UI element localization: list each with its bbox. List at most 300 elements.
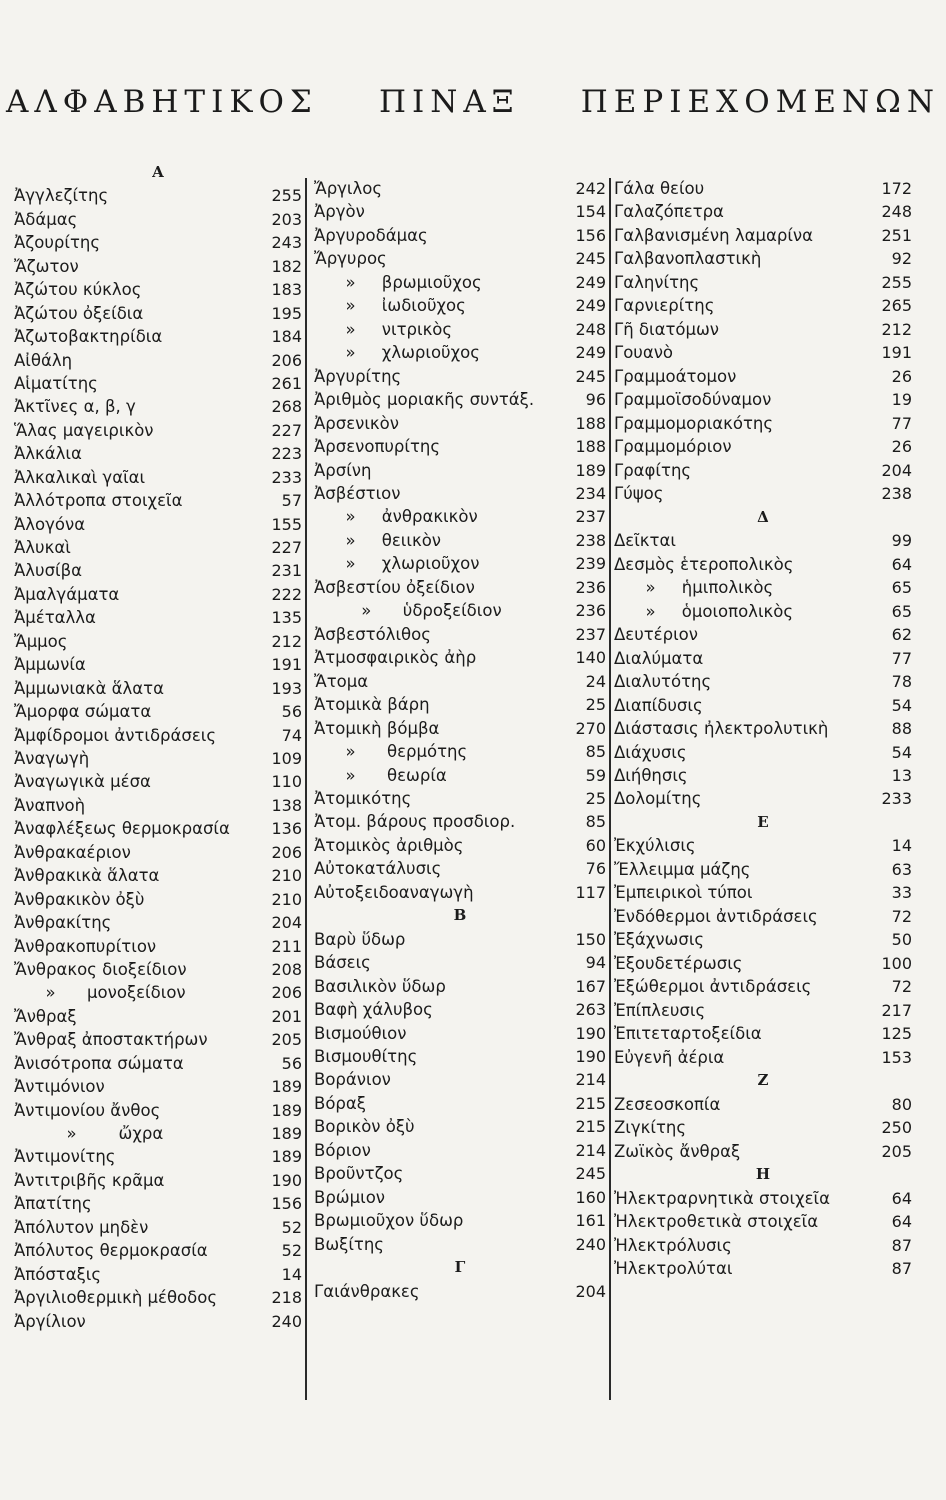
entry-page-number: 240 bbox=[271, 1311, 302, 1331]
index-entry bbox=[314, 927, 606, 951]
index-column-3 bbox=[614, 0, 912, 1500]
entry-page-number: 52 bbox=[281, 1217, 302, 1237]
index-entry bbox=[14, 652, 302, 676]
index-entry bbox=[314, 716, 606, 740]
entry-page-number: 77 bbox=[891, 648, 912, 668]
entry-term: Γραμμοϊσοδύναμον bbox=[614, 389, 772, 409]
index-entry bbox=[14, 1285, 302, 1309]
entry-page-number: 214 bbox=[575, 1069, 606, 1089]
entry-term: Γαλβανοπλαστικὴ bbox=[614, 248, 762, 268]
entry-term: Ἠλεκτρολύται bbox=[614, 1258, 733, 1278]
entry-term: Ἀζουρίτης bbox=[14, 232, 101, 252]
entry-term: Ἀντιτριβῆς κρᾶμα bbox=[14, 1170, 165, 1190]
entry-page-number: 85 bbox=[585, 811, 606, 831]
entry-page-number: 182 bbox=[271, 256, 302, 276]
entry-page-number: 26 bbox=[891, 436, 912, 456]
column-divider bbox=[305, 178, 307, 1400]
entry-term: Ἐκχύλισις bbox=[614, 835, 696, 855]
entry-page-number: 249 bbox=[575, 295, 606, 315]
entry-term: Ἀντιμόνιον bbox=[14, 1076, 105, 1096]
entry-page-number: 87 bbox=[891, 1258, 912, 1278]
entry-term: Ἀλλότροπα στοιχεῖα bbox=[14, 490, 183, 510]
entry-page-number: 245 bbox=[575, 248, 606, 268]
entry-page-number: 184 bbox=[271, 326, 302, 346]
entry-page-number: 204 bbox=[271, 912, 302, 932]
entry-term: Ἀναπνοὴ bbox=[14, 795, 86, 815]
entry-page-number: 172 bbox=[881, 178, 912, 198]
index-entry bbox=[314, 1044, 606, 1068]
entry-term: Γαλβανισμένη λαμαρίνα bbox=[614, 225, 813, 245]
entry-term: Ἀνθρακοπυρίτιον bbox=[14, 936, 157, 956]
entry-term: Γραμμομοριακότης bbox=[614, 413, 774, 433]
index-entry bbox=[14, 746, 302, 770]
index-entry bbox=[14, 793, 302, 817]
index-entry bbox=[614, 1045, 912, 1069]
index-entry bbox=[314, 880, 606, 904]
entry-term: Ἀνισότροπα σώματα bbox=[14, 1053, 184, 1073]
entry-page-number: 72 bbox=[891, 906, 912, 926]
entry-term: Ἀργυρίτης bbox=[314, 366, 402, 386]
index-entry bbox=[314, 669, 606, 693]
index-entry bbox=[314, 176, 606, 200]
entry-page-number: 77 bbox=[891, 413, 912, 433]
entry-term: Ἀντιμονίτης bbox=[14, 1146, 116, 1166]
entry-term: Ἀλκαλικαὶ γαῖαι bbox=[14, 467, 146, 487]
entry-page-number: 240 bbox=[575, 1234, 606, 1254]
entry-page-number: 206 bbox=[271, 842, 302, 862]
entry-term: Ἀλυκαὶ bbox=[14, 537, 71, 557]
entry-term: Ἀκτῖνες α, β, γ bbox=[14, 396, 136, 416]
index-entry bbox=[314, 974, 606, 998]
entry-page-number: 245 bbox=[575, 366, 606, 386]
title-word-index: ΠΙΝΑΞ bbox=[378, 84, 520, 120]
index-entry bbox=[314, 645, 606, 669]
entry-page-number: 25 bbox=[585, 694, 606, 714]
index-entry bbox=[314, 411, 606, 435]
entry-term: » βρωμιοῦχος bbox=[314, 272, 482, 292]
entry-page-number: 231 bbox=[271, 560, 302, 580]
entry-page-number: 161 bbox=[575, 1210, 606, 1230]
index-entry bbox=[614, 340, 912, 364]
entry-term: Γαιάνθρακες bbox=[314, 1281, 420, 1301]
index-entry bbox=[314, 1091, 606, 1115]
index-entry bbox=[614, 833, 912, 857]
entry-term: Ἀρσίνη bbox=[314, 460, 372, 480]
entry-term: Ἐξουδετέρωσις bbox=[614, 953, 743, 973]
entry-term: Ἀνθρακαέριον bbox=[14, 842, 131, 862]
entry-page-number: 50 bbox=[891, 929, 912, 949]
entry-page-number: 214 bbox=[575, 1140, 606, 1160]
entry-page-number: 238 bbox=[881, 483, 912, 503]
entry-term: Ζωϊκὸς ἄνθραξ bbox=[614, 1141, 741, 1161]
entry-page-number: 227 bbox=[271, 420, 302, 440]
index-entry bbox=[614, 246, 912, 270]
entry-page-number: 261 bbox=[271, 373, 302, 393]
entry-page-number: 234 bbox=[575, 483, 606, 503]
entry-term: Ἀργυροδάμας bbox=[314, 225, 428, 245]
index-entry bbox=[314, 575, 606, 599]
index-entry bbox=[14, 699, 302, 723]
column-divider bbox=[609, 178, 611, 1400]
entry-term: Ἄργυρος bbox=[314, 248, 387, 268]
entry-page-number: 63 bbox=[891, 859, 912, 879]
entry-term: Ἀργιλιοθερμικὴ μέθοδος bbox=[14, 1287, 218, 1307]
index-entry bbox=[14, 394, 302, 418]
entry-page-number: 160 bbox=[575, 1187, 606, 1207]
index-entry bbox=[14, 348, 302, 372]
entry-term: » ὤχρα bbox=[14, 1123, 164, 1143]
index-entry bbox=[14, 582, 302, 606]
entry-page-number: 210 bbox=[271, 865, 302, 885]
index-entry bbox=[14, 1074, 302, 1098]
entry-page-number: 13 bbox=[891, 765, 912, 785]
index-entry bbox=[314, 1208, 606, 1232]
index-entry bbox=[614, 786, 912, 810]
index-entry bbox=[314, 1114, 606, 1138]
entry-page-number: 205 bbox=[271, 1029, 302, 1049]
entry-term: » θεωρία bbox=[314, 765, 447, 785]
index-entry bbox=[614, 387, 912, 411]
index-entry bbox=[314, 1138, 606, 1162]
entry-page-number: 94 bbox=[585, 952, 606, 972]
entry-term: Ἀλυσίβα bbox=[14, 560, 83, 580]
entry-page-number: 222 bbox=[271, 584, 302, 604]
entry-page-number: 76 bbox=[585, 858, 606, 878]
entry-page-number: 248 bbox=[575, 319, 606, 339]
entry-term: » ὑδροξείδιον bbox=[314, 600, 502, 620]
entry-term: Βρωμιοῦχον ὕδωρ bbox=[314, 1210, 464, 1230]
entry-page-number: 72 bbox=[891, 976, 912, 996]
entry-page-number: 189 bbox=[271, 1146, 302, 1166]
entry-term: Ἀργίλιον bbox=[14, 1311, 86, 1331]
index-entry bbox=[614, 270, 912, 294]
index-entry bbox=[314, 997, 606, 1021]
entry-page-number: 189 bbox=[575, 460, 606, 480]
entry-term: Ἀμφίδρομοι ἀντιδράσεις bbox=[14, 725, 217, 745]
entry-term: Γύψος bbox=[614, 483, 664, 503]
index-entry bbox=[314, 246, 606, 270]
entry-term: Ἀτομ. βάρους προσδιορ. bbox=[314, 811, 516, 831]
index-entry bbox=[314, 622, 606, 646]
entry-page-number: 110 bbox=[271, 771, 302, 791]
index-entry bbox=[314, 458, 606, 482]
entry-term: Ἔλλειμμα μάζης bbox=[614, 859, 751, 879]
entry-page-number: 135 bbox=[271, 607, 302, 627]
index-entry bbox=[14, 863, 302, 887]
entry-page-number: 62 bbox=[891, 624, 912, 644]
index-entry bbox=[314, 434, 606, 458]
entry-term: Ἀνθρακίτης bbox=[14, 912, 112, 932]
entry-term: Ἄνθραξ ἀποστακτήρων bbox=[14, 1029, 208, 1049]
title-word-alphabetical: ΑΛΦΑΒΗΤΙΚΟΣ bbox=[6, 84, 318, 120]
index-entry bbox=[314, 1067, 606, 1091]
entry-page-number: 189 bbox=[271, 1123, 302, 1143]
index-entry bbox=[14, 1121, 302, 1145]
entry-term: Ἀμμωνιακὰ ἅλατα bbox=[14, 678, 164, 698]
entry-page-number: 78 bbox=[891, 671, 912, 691]
index-entry bbox=[14, 465, 302, 489]
entry-page-number: 33 bbox=[891, 882, 912, 902]
index-entry bbox=[314, 504, 606, 528]
entry-term: Ἀσβεστίου ὀξείδιον bbox=[314, 577, 475, 597]
entry-term: Ἀπόλυτον μηδὲν bbox=[14, 1217, 149, 1237]
entry-page-number: 150 bbox=[575, 929, 606, 949]
index-entry bbox=[614, 951, 912, 975]
entry-page-number: 191 bbox=[881, 342, 912, 362]
entry-term: Ἄμμος bbox=[14, 631, 68, 651]
index-entry bbox=[314, 317, 606, 341]
entry-term: Ἀπόλυτος θερμοκρασία bbox=[14, 1240, 208, 1260]
index-entry bbox=[614, 1233, 912, 1257]
entry-term: Ἀσβέστιον bbox=[314, 483, 401, 503]
entry-term: Ἐμπειρικοὶ τύποι bbox=[614, 882, 753, 902]
index-entry bbox=[14, 1027, 302, 1051]
entry-page-number: 183 bbox=[271, 279, 302, 299]
entry-page-number: 57 bbox=[281, 490, 302, 510]
index-entry bbox=[14, 1191, 302, 1215]
entry-page-number: 19 bbox=[891, 389, 912, 409]
entry-page-number: 74 bbox=[281, 725, 302, 745]
index-entry bbox=[614, 1209, 912, 1233]
index-entry bbox=[614, 880, 912, 904]
entry-page-number: 212 bbox=[271, 631, 302, 651]
entry-page-number: 54 bbox=[891, 742, 912, 762]
entry-term: Δολομίτης bbox=[614, 788, 702, 808]
index-entry bbox=[314, 763, 606, 787]
entry-page-number: 218 bbox=[271, 1287, 302, 1307]
entry-page-number: 25 bbox=[585, 788, 606, 808]
entry-term: Ἀτομικὸς ἀριθμὸς bbox=[314, 835, 464, 855]
index-entry bbox=[314, 786, 606, 810]
entry-page-number: 223 bbox=[271, 443, 302, 463]
entry-page-number: 268 bbox=[271, 396, 302, 416]
entry-page-number: 54 bbox=[891, 695, 912, 715]
index-entry bbox=[314, 270, 606, 294]
entry-page-number: 265 bbox=[881, 295, 912, 315]
index-entry bbox=[314, 528, 606, 552]
entry-page-number: 125 bbox=[881, 1023, 912, 1043]
index-entry bbox=[14, 1144, 302, 1168]
entry-term: Ἀπατίτης bbox=[14, 1193, 92, 1213]
entry-page-number: 206 bbox=[271, 350, 302, 370]
entry-term: Ἀνθρακικὰ ἅλατα bbox=[14, 865, 160, 885]
entry-term: Βόριον bbox=[314, 1140, 371, 1160]
entry-page-number: 251 bbox=[881, 225, 912, 245]
entry-page-number: 204 bbox=[575, 1281, 606, 1301]
index-entry bbox=[14, 324, 302, 348]
entry-page-number: 64 bbox=[891, 1188, 912, 1208]
index-entry bbox=[614, 411, 912, 435]
entry-term: Ἀτμοσφαιρικὸς ἀὴρ bbox=[314, 647, 477, 667]
index-entry bbox=[14, 1262, 302, 1286]
index-entry bbox=[314, 856, 606, 880]
index-column-2 bbox=[314, 0, 606, 1500]
index-column-1 bbox=[14, 0, 302, 1500]
entry-page-number: 24 bbox=[585, 671, 606, 691]
entry-term: » χλωριοῦχος bbox=[314, 342, 480, 362]
entry-term: Ἠλεκτροθετικὰ στοιχεῖα bbox=[614, 1211, 819, 1231]
index-entry bbox=[14, 535, 302, 559]
index-entry bbox=[314, 1021, 606, 1045]
entry-term: Δευτέριον bbox=[614, 624, 698, 644]
entry-term: Ἅλας μαγειρικὸν bbox=[14, 420, 154, 440]
entry-page-number: 80 bbox=[891, 1094, 912, 1114]
section-letter: Α bbox=[152, 163, 164, 181]
section-letter: Ζ bbox=[757, 1071, 769, 1089]
index-entry bbox=[614, 1139, 912, 1163]
entry-term: » μονοξείδιον bbox=[14, 982, 186, 1002]
entry-page-number: 245 bbox=[575, 1163, 606, 1183]
entry-term: Ἄργιλος bbox=[314, 178, 383, 198]
title-word-contents: ΠΕΡΙΕΧΟΜΕΝΩΝ bbox=[580, 84, 940, 120]
entry-page-number: 255 bbox=[881, 272, 912, 292]
index-entry bbox=[14, 371, 302, 395]
entry-term: Γραμμομόριον bbox=[614, 436, 732, 456]
entry-page-number: 237 bbox=[575, 624, 606, 644]
entry-page-number: 249 bbox=[575, 272, 606, 292]
entry-term: Εὐγενῆ ἀέρια bbox=[614, 1047, 725, 1067]
entry-term: Αὐτοκατάλυσις bbox=[314, 858, 442, 878]
entry-page-number: 203 bbox=[271, 209, 302, 229]
entry-term: Ἐπίπλευσις bbox=[614, 1000, 706, 1020]
entry-page-number: 109 bbox=[271, 748, 302, 768]
entry-page-number: 155 bbox=[271, 514, 302, 534]
index-entry bbox=[314, 739, 606, 763]
entry-page-number: 206 bbox=[271, 982, 302, 1002]
entry-term: Γῆ διατόμων bbox=[614, 319, 720, 339]
entry-term: Βάσεις bbox=[314, 952, 371, 972]
entry-page-number: 156 bbox=[575, 225, 606, 245]
entry-page-number: 188 bbox=[575, 413, 606, 433]
index-entry bbox=[314, 1161, 606, 1185]
entry-page-number: 248 bbox=[881, 201, 912, 221]
entry-page-number: 190 bbox=[271, 1170, 302, 1190]
entry-page-number: 233 bbox=[881, 788, 912, 808]
entry-page-number: 189 bbox=[271, 1076, 302, 1096]
entry-page-number: 14 bbox=[891, 835, 912, 855]
entry-term: Βροῦντζος bbox=[314, 1163, 404, 1183]
entry-term: Ἄνθρακος διοξείδιον bbox=[14, 959, 187, 979]
entry-page-number: 153 bbox=[881, 1047, 912, 1067]
entry-term: Βοράνιον bbox=[314, 1069, 391, 1089]
index-entry bbox=[14, 723, 302, 747]
index-entry bbox=[614, 223, 912, 247]
index-entry bbox=[614, 1115, 912, 1139]
entry-term: Γαληνίτης bbox=[614, 272, 700, 292]
entry-page-number: 117 bbox=[575, 882, 606, 902]
entry-term: Αὐτοξειδοαναγωγὴ bbox=[314, 882, 474, 902]
entry-page-number: 154 bbox=[575, 201, 606, 221]
section-letter: Β bbox=[453, 906, 467, 924]
index-entry bbox=[14, 957, 302, 981]
entry-term: Ἀνθρακικὸν ὀξὺ bbox=[14, 889, 145, 909]
entry-term: Ἐπιτεταρτοξείδια bbox=[614, 1023, 762, 1043]
entry-term: Ἀρσενοπυρίτης bbox=[314, 436, 441, 456]
index-entry bbox=[14, 769, 302, 793]
entry-term: Ἀργὸν bbox=[314, 201, 365, 221]
index-entry bbox=[614, 693, 912, 717]
index-entry bbox=[314, 950, 606, 974]
index-entry bbox=[614, 857, 912, 881]
index-entry bbox=[14, 301, 302, 325]
entry-term: Διαλύματα bbox=[614, 648, 704, 668]
index-entry bbox=[314, 364, 606, 388]
entry-term: Βασιλικὸν ὕδωρ bbox=[314, 976, 446, 996]
entry-page-number: 201 bbox=[271, 1006, 302, 1026]
index-entry bbox=[314, 692, 606, 716]
index-entry bbox=[614, 176, 912, 200]
entry-page-number: 233 bbox=[271, 467, 302, 487]
index-entry bbox=[614, 998, 912, 1022]
entry-term: Δεῖκται bbox=[614, 530, 676, 550]
entry-term: Ἀλογόνα bbox=[14, 514, 86, 534]
entry-term: » νιτρικὸς bbox=[314, 319, 453, 339]
entry-term: Ἄτομα bbox=[314, 671, 369, 691]
index-entry bbox=[314, 833, 606, 857]
entry-page-number: 26 bbox=[891, 366, 912, 386]
index-entry bbox=[14, 910, 302, 934]
entry-term: Ἀζωτοβακτηρίδια bbox=[14, 326, 163, 346]
entry-page-number: 249 bbox=[575, 342, 606, 362]
index-entry bbox=[14, 254, 302, 278]
entry-page-number: 212 bbox=[881, 319, 912, 339]
entry-term: Ἀσβεστόλιθος bbox=[314, 624, 431, 644]
index-entry bbox=[14, 1215, 302, 1239]
entry-term: Ἀζώτου ὀξείδια bbox=[14, 303, 144, 323]
index-entry bbox=[614, 199, 912, 223]
entry-page-number: 238 bbox=[575, 530, 606, 550]
index-entry bbox=[314, 199, 606, 223]
index-entry bbox=[314, 293, 606, 317]
entry-page-number: 227 bbox=[271, 537, 302, 557]
entry-term: Δεσμὸς ἑτεροπολικὸς bbox=[614, 554, 794, 574]
entry-page-number: 191 bbox=[271, 654, 302, 674]
index-entry bbox=[14, 277, 302, 301]
section-letter: Ε bbox=[757, 813, 769, 831]
entry-page-number: 270 bbox=[575, 718, 606, 738]
entry-term: Αἰθάλη bbox=[14, 350, 73, 370]
entry-page-number: 242 bbox=[575, 178, 606, 198]
entry-term: Γάλα θείου bbox=[614, 178, 705, 198]
entry-page-number: 205 bbox=[881, 1141, 912, 1161]
entry-term: Βισμούθιον bbox=[314, 1023, 407, 1043]
entry-term: Ἀρσενικὸν bbox=[314, 413, 399, 433]
entry-term: » θερμότης bbox=[314, 741, 468, 761]
entry-page-number: 92 bbox=[891, 248, 912, 268]
entry-page-number: 56 bbox=[281, 701, 302, 721]
entry-page-number: 64 bbox=[891, 1211, 912, 1231]
entry-term: Ἐνδόθερμοι ἀντιδράσεις bbox=[614, 906, 818, 926]
entry-term: Ἀριθμὸς μοριακῆς συντάξ. bbox=[314, 389, 535, 409]
entry-page-number: 243 bbox=[271, 232, 302, 252]
entry-term: Διήθησις bbox=[614, 765, 688, 785]
entry-term: » ἀνθρακικὸν bbox=[314, 506, 478, 526]
entry-page-number: 65 bbox=[891, 577, 912, 597]
entry-term: Γραμμοάτομον bbox=[614, 366, 737, 386]
index-entry bbox=[314, 1279, 606, 1303]
entry-page-number: 250 bbox=[881, 1117, 912, 1137]
index-entry bbox=[314, 223, 606, 247]
entry-page-number: 52 bbox=[281, 1240, 302, 1260]
entry-term: Ζιγκίτης bbox=[614, 1117, 687, 1137]
index-entry bbox=[14, 1309, 302, 1333]
entry-term: » θειικὸν bbox=[314, 530, 442, 550]
entry-term: Γαλαζόπετρα bbox=[614, 201, 724, 221]
index-entry bbox=[614, 646, 912, 670]
index-entry bbox=[614, 575, 912, 599]
index-entry bbox=[14, 887, 302, 911]
index-entry bbox=[14, 418, 302, 442]
